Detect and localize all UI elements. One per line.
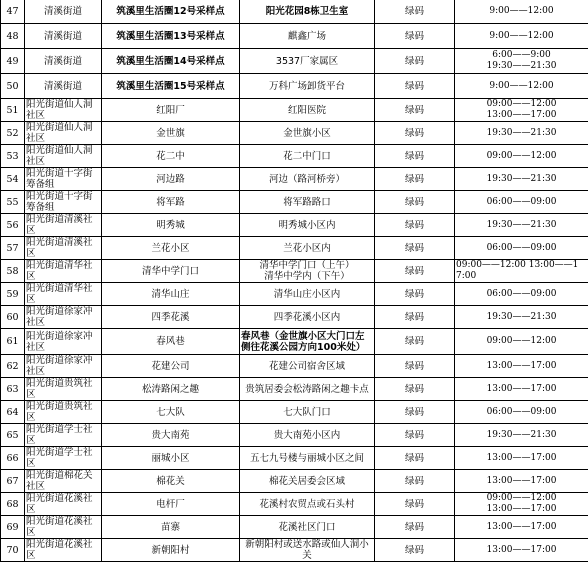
street-cell: 阳光街道清溪社区	[25, 237, 102, 260]
site-cell: 清华中学门口	[102, 260, 240, 283]
row-number: 65	[1, 424, 25, 447]
street-cell: 阳光街道仙人洞社区	[25, 99, 102, 122]
code-cell: 绿码	[375, 447, 455, 470]
code-cell: 绿码	[375, 306, 455, 329]
street-cell: 阳光街道花溪社区	[25, 493, 102, 516]
table-row	[1, 539, 588, 562]
row-number: 52	[1, 122, 25, 145]
time-cell: 19:30——21:30	[455, 168, 588, 191]
code-cell: 绿码	[375, 214, 455, 237]
location-cell: 新朝阳村或送水路或仙人洞小关	[240, 539, 375, 562]
location-cell: 将军路路口	[240, 191, 375, 214]
table-row	[1, 0, 588, 24]
street-cell: 阳光街道仙人洞社区	[25, 122, 102, 145]
location-cell: 清华中学门口（上午） 清华中学内（下午）	[240, 260, 375, 283]
location-cell: 麒鑫广场	[240, 24, 375, 49]
table-row	[1, 214, 588, 237]
street-cell: 阳光街道十字街筹备组	[25, 191, 102, 214]
site-cell: 将军路	[102, 191, 240, 214]
table-row	[1, 306, 588, 329]
code-cell: 绿码	[375, 493, 455, 516]
table-row	[1, 283, 588, 306]
code-cell: 绿码	[375, 401, 455, 424]
street-cell: 阳光街道徐家冲社区	[25, 306, 102, 329]
location-cell: 红阳医院	[240, 99, 375, 122]
site-cell: 棉花关	[102, 470, 240, 493]
code-cell: 绿码	[375, 355, 455, 378]
site-cell: 新朝阳村	[102, 539, 240, 562]
location-cell: 花建公司宿舍区域	[240, 355, 375, 378]
street-cell: 阳光街道贵筑社区	[25, 401, 102, 424]
location-cell: 金世旗小区	[240, 122, 375, 145]
time-cell: 09:00——12:00 13:00——17:00	[455, 99, 588, 122]
row-number: 51	[1, 99, 25, 122]
table-row	[1, 378, 588, 401]
site-cell: 金世旗	[102, 122, 240, 145]
site-cell: 河边路	[102, 168, 240, 191]
row-number: 60	[1, 306, 25, 329]
street-cell: 阳光街道徐家冲社区	[25, 355, 102, 378]
site-cell: 松涛路闲之趣	[102, 378, 240, 401]
location-cell: 棉花关居委会区域	[240, 470, 375, 493]
code-cell: 绿码	[375, 378, 455, 401]
street-cell: 阳光街道十字街筹备组	[25, 168, 102, 191]
location-cell: 万科广场卸货平台	[240, 74, 375, 99]
code-cell: 绿码	[375, 99, 455, 122]
row-number: 67	[1, 470, 25, 493]
table-row	[1, 355, 588, 378]
street-cell: 阳光街道清华社区	[25, 260, 102, 283]
location-cell: 贵大南苑小区内	[240, 424, 375, 447]
location-cell: 明秀城小区内	[240, 214, 375, 237]
code-cell: 绿码	[375, 470, 455, 493]
table-body	[1, 0, 588, 562]
street-cell: 清溪街道	[25, 24, 102, 49]
time-cell: 19:30——21:30	[455, 214, 588, 237]
site-cell: 花建公司	[102, 355, 240, 378]
table-row	[1, 260, 588, 283]
code-cell: 绿码	[375, 49, 455, 74]
site-cell: 明秀城	[102, 214, 240, 237]
time-cell: 13:00——17:00	[455, 516, 588, 539]
site-cell: 清华山庄	[102, 283, 240, 306]
time-cell: 19:30——21:30	[455, 122, 588, 145]
row-number: 66	[1, 447, 25, 470]
row-number: 50	[1, 74, 25, 99]
table-row	[1, 24, 588, 49]
table-row	[1, 49, 588, 74]
row-number: 68	[1, 493, 25, 516]
site-cell: 筑溪里生活圈14号采样点	[102, 49, 240, 74]
location-cell: 春风巷（金世旗小区大门口左侧往花溪公园方向100米处）	[240, 329, 375, 355]
street-cell: 清溪街道	[25, 0, 102, 24]
table-row	[1, 470, 588, 493]
row-number: 57	[1, 237, 25, 260]
code-cell: 绿码	[375, 283, 455, 306]
street-cell: 阳光街道仙人洞社区	[25, 145, 102, 168]
location-cell: 清华山庄小区内	[240, 283, 375, 306]
table-row	[1, 516, 588, 539]
time-cell: 9:00——12:00	[455, 24, 588, 49]
table-row	[1, 99, 588, 122]
row-number: 64	[1, 401, 25, 424]
table-row	[1, 424, 588, 447]
time-cell: 09:00——12:00	[455, 329, 588, 355]
row-number: 53	[1, 145, 25, 168]
table-row	[1, 168, 588, 191]
row-number: 59	[1, 283, 25, 306]
site-cell: 春风巷	[102, 329, 240, 355]
row-number: 55	[1, 191, 25, 214]
street-cell: 阳光街道清溪社区	[25, 214, 102, 237]
row-number: 63	[1, 378, 25, 401]
location-cell: 兰花小区内	[240, 237, 375, 260]
time-cell: 19:30——21:30	[455, 424, 588, 447]
time-cell: 09:00——12:00 13:00——17:00	[455, 493, 588, 516]
time-cell: 06:00——09:00	[455, 237, 588, 260]
location-cell: 贵筑居委会松涛路闲之趣卡点	[240, 378, 375, 401]
table-row	[1, 237, 588, 260]
table-row	[1, 447, 588, 470]
location-cell: 3537厂家属区	[240, 49, 375, 74]
table-row	[1, 329, 588, 355]
street-cell: 阳光街道学士社区	[25, 447, 102, 470]
code-cell: 绿码	[375, 145, 455, 168]
site-cell: 兰花小区	[102, 237, 240, 260]
street-cell: 阳光街道花溪社区	[25, 539, 102, 562]
row-number: 58	[1, 260, 25, 283]
site-cell: 红阳厂	[102, 99, 240, 122]
code-cell: 绿码	[375, 237, 455, 260]
location-cell: 阳光花园8栋卫生室	[240, 0, 375, 24]
code-cell: 绿码	[375, 260, 455, 283]
location-cell: 河边（路河桥旁）	[240, 168, 375, 191]
row-number: 62	[1, 355, 25, 378]
time-cell: 13:00——17:00	[455, 355, 588, 378]
row-number: 69	[1, 516, 25, 539]
location-cell: 花溪社区门口	[240, 516, 375, 539]
time-cell: 06:00——09:00	[455, 401, 588, 424]
street-cell: 阳光街道贵筑社区	[25, 378, 102, 401]
time-cell: 13:00——17:00	[455, 470, 588, 493]
location-cell: 七大队门口	[240, 401, 375, 424]
code-cell: 绿码	[375, 0, 455, 24]
street-cell: 阳光街道棉花关社区	[25, 470, 102, 493]
location-cell: 花溪村农贸点或石头村	[240, 493, 375, 516]
site-cell: 花二中	[102, 145, 240, 168]
time-cell: 13:00——17:00	[455, 539, 588, 562]
time-cell: 09:00——12:00 13:00——17:00	[455, 260, 588, 283]
code-cell: 绿码	[375, 168, 455, 191]
location-cell: 五七九号楼与丽城小区之间	[240, 447, 375, 470]
code-cell: 绿码	[375, 24, 455, 49]
site-cell: 丽城小区	[102, 447, 240, 470]
street-cell: 阳光街道清华社区	[25, 283, 102, 306]
time-cell: 09:00——12:00	[455, 145, 588, 168]
row-number: 49	[1, 49, 25, 74]
row-number: 56	[1, 214, 25, 237]
code-cell: 绿码	[375, 74, 455, 99]
street-cell: 清溪街道	[25, 49, 102, 74]
time-cell: 13:00——17:00	[455, 447, 588, 470]
table-row	[1, 401, 588, 424]
site-cell: 七大队	[102, 401, 240, 424]
time-cell: 6:00——9:00 19:30——21:30	[455, 49, 588, 74]
site-cell: 电杆厂	[102, 493, 240, 516]
site-cell: 四季花溪	[102, 306, 240, 329]
street-cell: 阳光街道学士社区	[25, 424, 102, 447]
row-number: 47	[1, 0, 25, 24]
table-row	[1, 493, 588, 516]
code-cell: 绿码	[375, 516, 455, 539]
street-cell: 阳光街道花溪社区	[25, 516, 102, 539]
table-row	[1, 74, 588, 99]
row-number: 54	[1, 168, 25, 191]
time-cell: 19:30——21:30	[455, 306, 588, 329]
code-cell: 绿码	[375, 191, 455, 214]
time-cell: 9:00——12:00	[455, 74, 588, 99]
row-number: 70	[1, 539, 25, 562]
street-cell: 阳光街道徐家冲社区	[25, 329, 102, 355]
time-cell: 06:00——09:00	[455, 283, 588, 306]
street-cell: 清溪街道	[25, 74, 102, 99]
code-cell: 绿码	[375, 329, 455, 355]
time-cell: 9:00——12:00	[455, 0, 588, 24]
table-row	[1, 191, 588, 214]
site-cell: 筑溪里生活圈12号采样点	[102, 0, 240, 24]
table-row	[1, 145, 588, 168]
code-cell: 绿码	[375, 539, 455, 562]
time-cell: 13:00——17:00	[455, 378, 588, 401]
code-cell: 绿码	[375, 122, 455, 145]
row-number: 61	[1, 329, 25, 355]
location-cell: 四季花溪小区内	[240, 306, 375, 329]
code-cell: 绿码	[375, 424, 455, 447]
site-cell: 筑溪里生活圈13号采样点	[102, 24, 240, 49]
row-number: 48	[1, 24, 25, 49]
table-row	[1, 122, 588, 145]
site-cell: 苗寨	[102, 516, 240, 539]
site-cell: 筑溪里生活圈15号采样点	[102, 74, 240, 99]
site-cell: 贵大南苑	[102, 424, 240, 447]
time-cell: 06:00——09:00	[455, 191, 588, 214]
location-cell: 花二中门口	[240, 145, 375, 168]
